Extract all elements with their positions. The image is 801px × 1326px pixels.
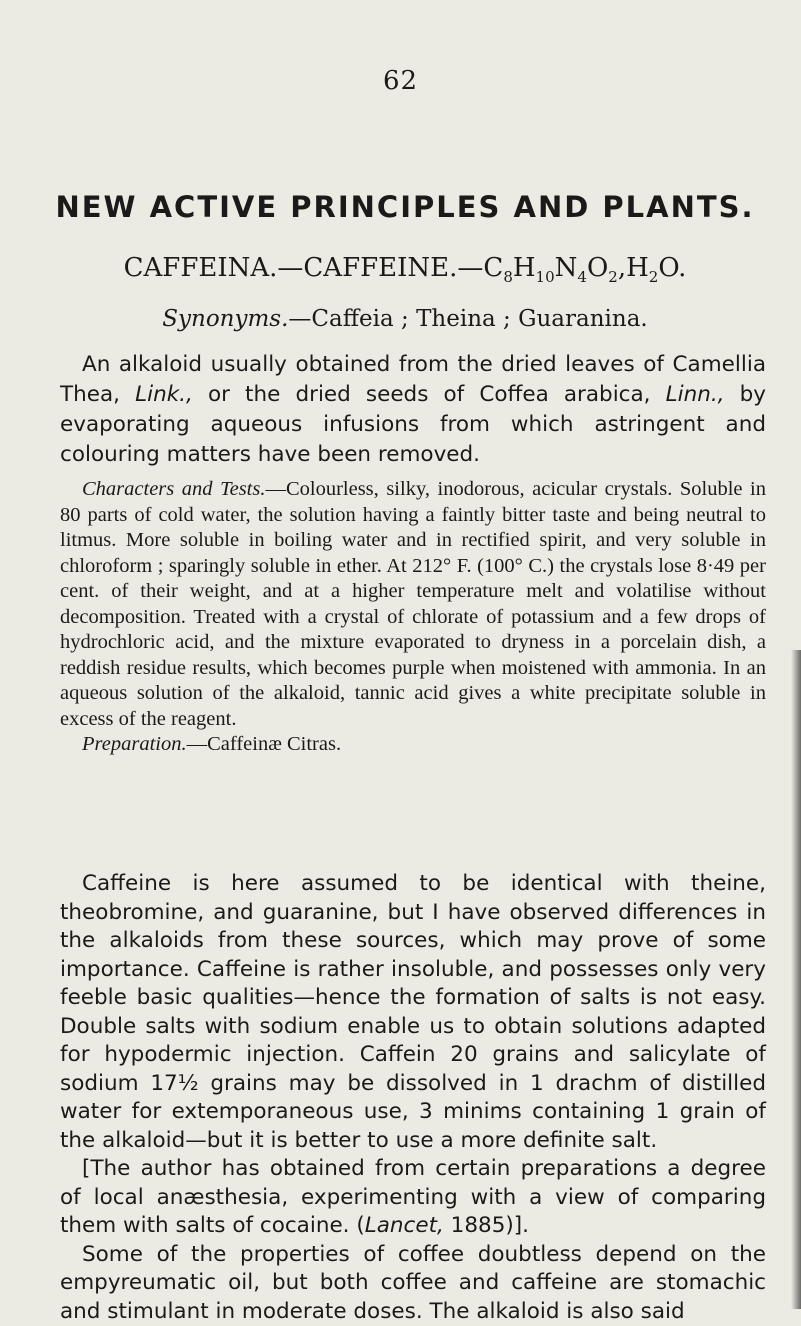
preparation-text: —Caffeinæ Citras. bbox=[187, 733, 342, 755]
characters-label: Characters and Tests. bbox=[82, 478, 265, 500]
section-heading: NEW ACTIVE PRINCIPLES AND PLANTS. bbox=[40, 190, 770, 224]
body-paragraph-3: Some of the properties of coffee doubtless depend on the empyreumatic oil, but both coffee and caffeine are stomachic and stimulant in moderate doses. The alkaloid is also said bbox=[60, 1241, 766, 1326]
body-text bbox=[60, 870, 766, 1326]
synonyms-text: —Caffeia ; Theina ; Guaranina. bbox=[288, 306, 647, 332]
intro-paragraph: An alkaloid usually obtained from the dried leaves of Camellia Thea, Link., or the dried seeds of Coffea arabica, Linn., by evaporating aqueous infusions from which astringent and colouring matters have been removed. bbox=[60, 350, 766, 470]
page-number: 62 bbox=[0, 66, 801, 96]
entry-name: CAFFEINA.—CAFFEINE.— bbox=[124, 253, 484, 283]
synonyms-label: Synonyms. bbox=[162, 306, 288, 332]
preparation-label: Preparation. bbox=[82, 733, 187, 755]
body-paragraph-1: Caffeine is here assumed to be identical with theine, theobromine, and guaranine, but I have observed differences in the alkaloids from these sources, which may prove of some importance. Caffeine is rather insoluble, and possesses only very feeble basic qualities—hence the formation of salts is not easy. Double salts with sodium enable us to obtain solutions adapted for hypodermic injection. Caffein 20 grains and salicylate of sodium 17½ grains may be dissolved in 1 drachm of distilled water for extemporaneous use, 3 minims containing 1 grain of the alkaloid—but it is better to use a more definite salt. bbox=[60, 870, 766, 1155]
body-paragraph-2: [The author has obtained from certain preparations a degree of local anæsthesia, experimenting with a view of comparing them with salts of cocaine. (Lancet, 1885)]. bbox=[60, 1155, 766, 1241]
characters-and-tests-paragraph bbox=[60, 477, 766, 758]
page-edge-shadow bbox=[791, 650, 801, 1309]
synonyms-line bbox=[40, 306, 770, 332]
chemical-formula: $C_8H_{10}N_4O_2,H_2O$. bbox=[483, 253, 686, 283]
characters-text: —Colourless, silky, inodorous, acicular crystals. Soluble in 80 parts of cold water, the solution having a faintly bitter taste and being neutral to litmus. More soluble in boiling water and in rectified spirit, and very soluble in chloroform ; sparingly soluble in ether. At 212° F. (100° C.) the crystals lose 8·49 per cent. of their weight, and at a higher temperature melt and volatilise without decomposition. Treated with a crystal of chlorate of potassium and a few drops of hydrochloric acid, and the mixture evaporated to dryness in a porcelain dish, a reddish residue results, which becomes purple when moistened with ammonia. In an aqueous solution of the alkaloid, tannic acid gives a white precipitate soluble in excess of the reagent. bbox=[60, 478, 766, 730]
entry-title bbox=[40, 253, 770, 286]
